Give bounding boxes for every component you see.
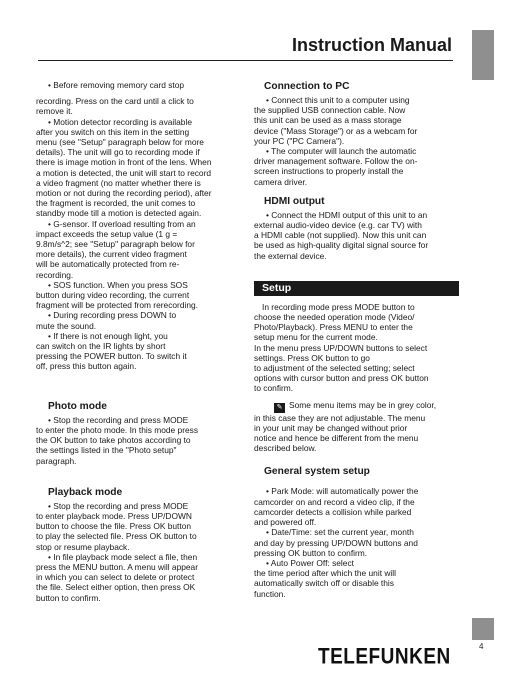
- text-line: settings. Press OK button to go: [254, 352, 370, 363]
- text-line: motion or not during the recording period), after: [36, 188, 212, 199]
- hdmi-text: [254, 210, 459, 261]
- text-line: will be automatically protected from re-: [36, 259, 180, 270]
- text-line: to enter the photo mode. In this mode press: [36, 424, 199, 435]
- text-line: • SOS function. When you press SOS: [48, 279, 188, 290]
- photo-mode-text: [36, 415, 236, 466]
- text-line: the time period after which the unit will: [254, 568, 396, 579]
- text-line: more details), the current video fragment: [36, 249, 187, 260]
- text-line: paragraph.: [36, 455, 77, 466]
- text-line: • Connect this unit to a computer using: [266, 95, 410, 105]
- text-line: • G-sensor. If overload resulting from an: [48, 218, 196, 229]
- text-line: driver management software. Follow the on-: [254, 156, 418, 167]
- setup-text: [254, 302, 459, 394]
- text-line: • The computer will launch the automatic: [266, 146, 417, 157]
- note-icon: ✎: [274, 403, 285, 413]
- text-line: off, press this button again.: [36, 361, 137, 372]
- text-line: press the MENU button. A menu will appear: [36, 561, 198, 572]
- text-line: to confirm.: [254, 383, 294, 394]
- text-line: described below.: [254, 443, 317, 454]
- setup-section-bar: Setup: [254, 281, 459, 296]
- text-line: In the menu press UP/DOWN buttons to select: [254, 342, 428, 353]
- note-block: [254, 400, 459, 454]
- text-line: and day by pressing UP/DOWN buttons and: [254, 537, 418, 548]
- text-line: • Stop the recording and press MODE: [48, 414, 189, 425]
- text-line: Photo/Playback). Press MENU to enter the: [254, 322, 413, 333]
- text-line: screen instructions to properly install the: [254, 166, 404, 177]
- text-line: pressing OK button to confirm.: [254, 547, 368, 558]
- text-line: to play the selected file. Press OK button to: [36, 531, 197, 542]
- text-line: notice and hence be different from the menu: [254, 433, 419, 444]
- text-line: button to choose the file. Press OK button: [36, 521, 192, 532]
- text-line: stop or resume playback.: [36, 541, 130, 552]
- text-line: in your unit may be changed without prior: [254, 422, 408, 433]
- text-line: and powered off.: [254, 517, 317, 528]
- text-line: • Auto Power Off: select: [266, 557, 354, 568]
- text-line: remove it.: [36, 106, 73, 117]
- left-paragraphs: [36, 80, 236, 372]
- text-line: a video fragment (no matter whether there is: [36, 177, 201, 188]
- text-line: • Stop the recording and press MODE: [48, 500, 189, 511]
- text-line: • Before removing memory card stop: [48, 80, 185, 90]
- playback-mode-heading: Playback mode: [48, 486, 123, 498]
- text-line: the supplied USB connection cable. Now: [254, 105, 406, 116]
- header-rule: [38, 60, 453, 61]
- text-line: menu (see "Setup" paragraph below for more: [36, 137, 204, 148]
- text-line: can switch on the IR lights by short: [36, 341, 166, 352]
- text-line: • Motion detector recording is available: [48, 116, 192, 127]
- text-line: a HDMI cable (not supplied). Now this unit can: [254, 230, 427, 241]
- text-line: • During recording press DOWN to: [48, 310, 177, 321]
- playback-mode-text: [36, 501, 236, 603]
- text-line: there is image motion in front of the lens. When: [36, 157, 212, 168]
- brand-logo: TELEFUNKEN: [318, 645, 451, 670]
- note-first-line: [254, 400, 459, 413]
- connection-text: [254, 95, 459, 187]
- left-column: [36, 80, 236, 603]
- text-line: recording.: [36, 269, 74, 280]
- text-line: after you switch on this item in the setting: [36, 126, 190, 137]
- text-line: be used as high-quality digital signal source for: [254, 240, 429, 251]
- text-line: standby mode till a motion is detected again.: [36, 208, 202, 219]
- text-line: the external device.: [254, 250, 327, 261]
- text-line: recording. Press on the card until a click to: [36, 96, 194, 107]
- text-line: in this case they are not adjustable. The menu: [254, 412, 426, 423]
- text-line: choose the needed operation mode (Video/: [254, 312, 415, 323]
- text-line: device ("Mass Storage") or as a webcam for: [254, 125, 418, 136]
- text-line: to enter playback mode. Press UP/DOWN: [36, 510, 192, 521]
- text-line: to adjustment of the selected setting; select: [254, 363, 415, 374]
- text-line: a motion is detected, the unit will start to record: [36, 167, 212, 178]
- text-line: fragment will be protected from rerecording.: [36, 300, 198, 311]
- text-line: the OK button to take photos according to: [36, 435, 191, 446]
- page-title: Instruction Manual: [292, 35, 453, 55]
- text-line: pressing the POWER button. To switch it: [36, 351, 187, 362]
- text-line: options with cursor button and press OK button: [254, 373, 429, 384]
- page-number: 4: [479, 642, 484, 651]
- text-line: this unit can be used as a mass storage: [254, 115, 402, 126]
- text-line: your PC ("PC Camera").: [254, 135, 345, 146]
- text-line: • Connect the HDMI output of this unit to an: [266, 209, 428, 220]
- text-line: • Date/Time: set the current year, month: [266, 527, 414, 538]
- general-setup-text: [254, 486, 459, 598]
- text-line: In recording mode press MODE button to: [262, 301, 415, 312]
- text-line: setup menu for the current mode.: [254, 332, 378, 343]
- text-line: • If there is not enough light, you: [48, 330, 168, 341]
- text-line: camcorder on and record a video clip, if the: [254, 496, 415, 507]
- text-line: • Park Mode: will automatically power the: [266, 486, 419, 497]
- text-line: camcorder detects a collision while parked: [254, 506, 412, 517]
- right-column: [254, 80, 459, 599]
- text-line: mute the sound.: [36, 320, 97, 331]
- text-line: button during video recording, the current: [36, 290, 190, 301]
- general-setup-heading: General system setup: [264, 466, 370, 478]
- text-line: external audio-video device (e.g. car TV) with: [254, 220, 422, 231]
- chapter-tab-marker: [472, 30, 494, 80]
- text-line: details). The unit will go to recording mode if: [36, 147, 200, 158]
- text-line: automatically switch off or disable this: [254, 578, 394, 589]
- text-line: function.: [254, 588, 286, 599]
- text-line: the file. Select either option, then press OK: [36, 582, 196, 593]
- note-first-text: Some menu items may be in grey color,: [289, 399, 437, 410]
- text-line: in which you can select to delete or protect: [36, 572, 195, 583]
- text-line: 9.8m/s^2; see "Setup" paragraph below for: [36, 239, 195, 250]
- text-line: the settings listed in the "Photo setup": [36, 445, 177, 456]
- page-tab-marker: [472, 618, 494, 640]
- hdmi-heading: HDMI output: [264, 195, 325, 207]
- text-line: • In file playback mode select a file, then: [48, 551, 198, 562]
- text-line: camera driver.: [254, 176, 308, 187]
- text-line: impact exceeds the setup value (1 g =: [36, 228, 178, 239]
- connection-heading: Connection to PC: [264, 81, 350, 92]
- text-line: button to confirm.: [36, 592, 101, 603]
- text-line: the fragment is recorded, the unit comes to: [36, 198, 196, 209]
- photo-mode-heading: Photo mode: [48, 400, 107, 412]
